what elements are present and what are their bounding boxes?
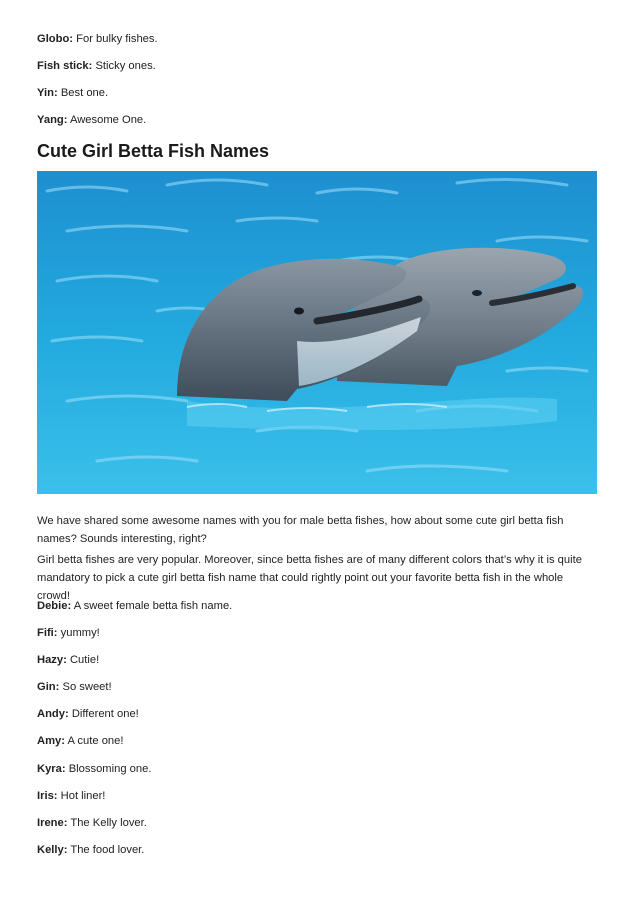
name-entry bbox=[37, 816, 147, 830]
name-entry bbox=[37, 653, 99, 667]
entry-desc: Awesome One. bbox=[69, 114, 147, 126]
entry-name: Iris: bbox=[37, 790, 58, 802]
name-entry bbox=[37, 680, 112, 694]
entry-desc: Sticky ones. bbox=[95, 60, 156, 72]
name-entry bbox=[37, 762, 151, 776]
entry-name: Hazy: bbox=[37, 654, 67, 666]
entry-desc: Cutie! bbox=[69, 654, 100, 666]
name-entry bbox=[37, 734, 123, 748]
entry-name: Globo: bbox=[37, 33, 74, 45]
entry-desc: A sweet female betta fish name. bbox=[73, 600, 233, 612]
name-entry bbox=[37, 32, 158, 46]
entry-name: Kyra: bbox=[37, 763, 66, 775]
intro-paragraph: We have shared some awesome names with you for male betta fishes, how about some cute girl betta fish names? Sounds interesting, right? bbox=[37, 515, 564, 545]
name-entry bbox=[37, 843, 144, 857]
entry-desc: Blossoming one. bbox=[68, 763, 152, 775]
entry-name: Yang: bbox=[37, 114, 68, 126]
entry-desc: Best one. bbox=[60, 87, 109, 99]
entry-desc: The food lover. bbox=[70, 844, 145, 856]
entry-desc: Different one! bbox=[71, 708, 139, 720]
entry-desc: For bulky fishes. bbox=[76, 33, 158, 45]
entry-desc: A cute one! bbox=[67, 735, 124, 747]
name-entry bbox=[37, 86, 108, 100]
entry-desc: So sweet! bbox=[62, 681, 112, 693]
entry-name: Kelly: bbox=[37, 844, 68, 856]
name-entry bbox=[37, 59, 156, 73]
name-entry bbox=[37, 113, 146, 127]
intro-paragraph: Girl betta fishes are very popular. Moreover, since betta fishes are of many different colors that’s why it is quite mandatory to pick a cute girl betta fish name that could rightly point out your favorite betta fish in the whole crowd! bbox=[37, 554, 582, 602]
entry-name: Yin: bbox=[37, 87, 58, 99]
entry-name: Irene: bbox=[37, 817, 68, 829]
name-entry bbox=[37, 789, 105, 803]
entry-name: Debie: bbox=[37, 600, 72, 612]
entry-desc: The Kelly lover. bbox=[70, 817, 147, 829]
entry-name: Amy: bbox=[37, 735, 65, 747]
name-entry bbox=[37, 599, 232, 613]
entry-name: Fish stick: bbox=[37, 60, 93, 72]
dolphins-image bbox=[37, 171, 597, 494]
name-entry bbox=[37, 626, 100, 640]
entry-desc: Hot liner! bbox=[60, 790, 106, 802]
entry-name: Gin: bbox=[37, 681, 60, 693]
name-entry bbox=[37, 707, 139, 721]
entry-name: Andy: bbox=[37, 708, 69, 720]
section-heading: Cute Girl Betta Fish Names bbox=[37, 141, 270, 161]
entry-desc: yummy! bbox=[60, 627, 100, 639]
entry-name: Fifi: bbox=[37, 627, 58, 639]
